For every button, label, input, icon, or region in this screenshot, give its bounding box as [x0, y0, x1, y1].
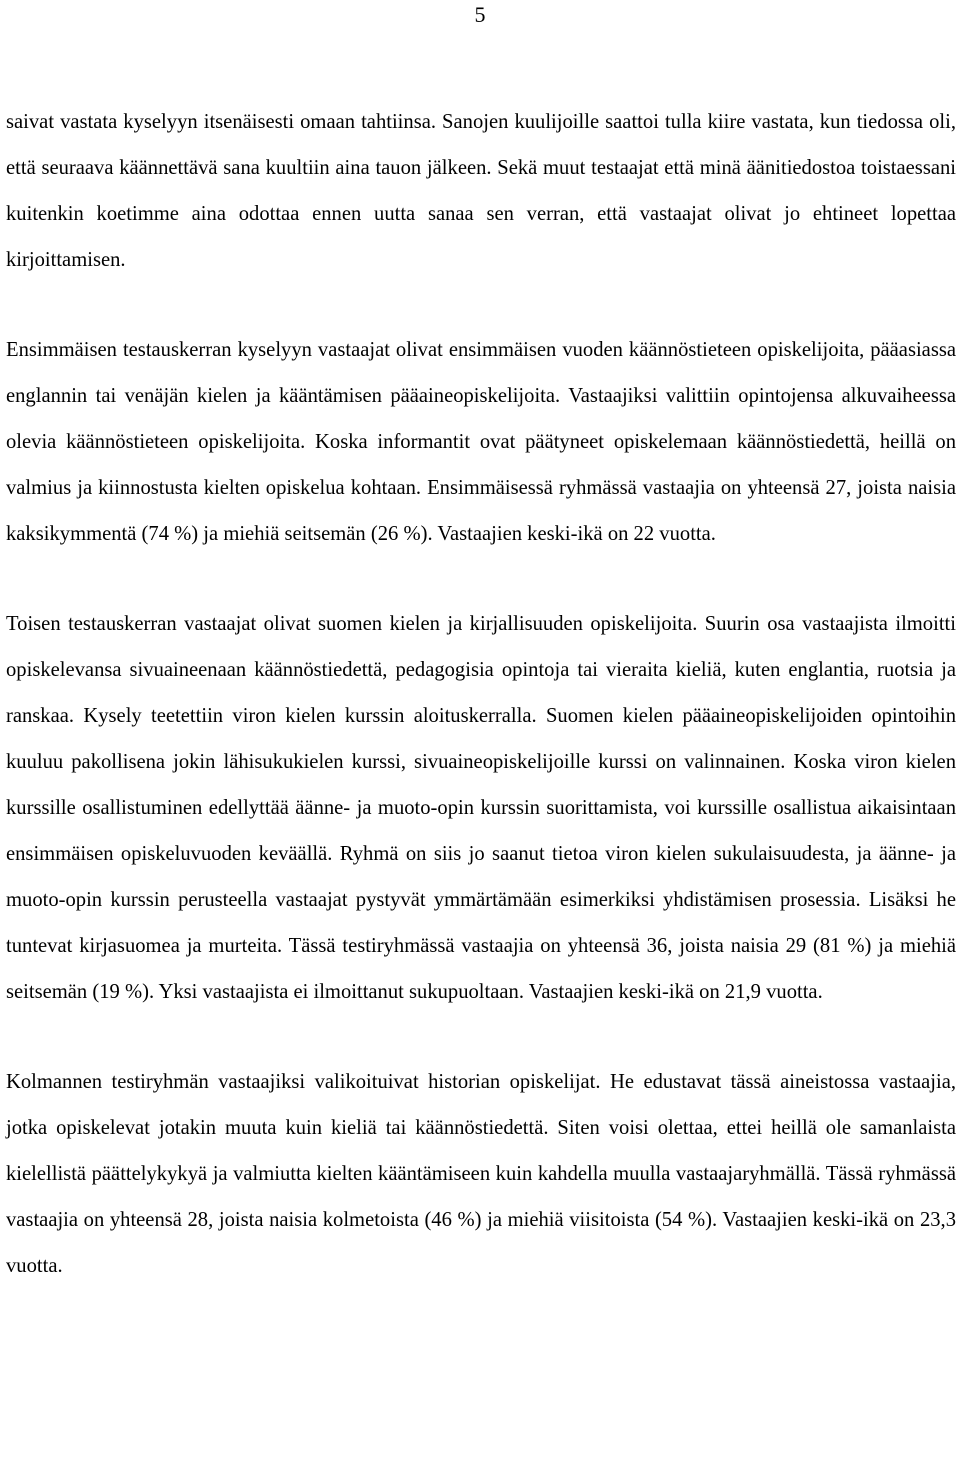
paragraph-2: Ensimmäisen testauskerran kyselyyn vastaajat olivat ensimmäisen vuoden käännöstieteen opiskelijoita, pääasiassa englannin tai venäjän kielen ja kääntämisen pääaineopiskelijoita. Vastaajiksi valittiin opintojensa alkuvaiheessa olevia käännöstieteen opiskelijoita. Koska informantit ovat päätyneet opiskelemaan käännöstiedettä, heillä on valmius ja kiinnostusta kielten opiskelua kohtaan. Ensimmäisessä ryhmässä vastaajia on yhteensä 27, joista naisia kaksikymmentä (74 %) ja miehiä seitsemän (26 %). Vastaajien keski-ikä on 22 vuotta. [6, 339, 956, 545]
paragraph-4: Kolmannen testiryhmän vastaajiksi valikoituivat historian opiskelijat. He edustavat tässä aineistossa vastaajia, jotka opiskelevat jotakin muuta kuin kieliä tai käännöstiedettä. Siten voisi olettaa, ettei heillä ole samanlaista kielellistä päättelykykyä ja valmiutta kielten kääntämiseen kuin kahdella muulla vastaajaryhmällä. Tässä ryhmässä vastaajia on yhteensä 28, joista naisia kolmetoista (46 %) ja miehiä viisitoista (54 %). Vastaajien keski-ikä on 23,3 vuotta. [6, 1071, 956, 1277]
page-number: 5 [474, 2, 486, 27]
paragraph-gap [6, 283, 956, 327]
paragraph-gap [6, 1015, 956, 1059]
document-body [6, 99, 956, 1289]
paragraph-gap [6, 557, 956, 601]
paragraph-3: Toisen testauskerran vastaajat olivat suomen kielen ja kirjallisuuden opiskelijoita. Suurin osa vastaajista ilmoitti opiskelevansa sivuaineenaan käännöstiedettä, pedagogisia opintoja tai vieraita kieliä, kuten englantia, ruotsia ja ranskaa. Kysely teetettiin viron kielen kurssin aloituskerralla. Suomen kielen pääaineopiskelijoiden opintoihin kuuluu pakollisena jokin lähisukukielen kurssi, sivuaineopiskelijoille kurssi on valinnainen. Koska viron kielen kurssille osallistuminen edellyttää äänne- ja muoto-opin kurssin suorittamista, voi kurssille osallistua aikaisintaan ensimmäisen opiskeluvuoden keväällä. Ryhmä on siis jo saanut tietoa viron kielen sukulaisuudesta, ja äänne- ja muoto-opin kurssin perusteella vastaajat pystyvät ymmärtämään esimerkiksi yhdistämisen prosessia. Lisäksi he tuntevat kirjasuomea ja murteita. Tässä testiryhmässä vastaajia on yhteensä 36, joista naisia 29 (81 %) ja miehiä seitsemän (19 %). Yksi vastaajista ei ilmoittanut sukupuoltaan. Vastaajien keski-ikä on 21,9 vuotta. [6, 613, 956, 1003]
paragraph-1: saivat vastata kyselyyn itsenäisesti omaan tahtiinsa. Sanojen kuulijoille saattoi tulla kiire vastata, kun tiedossa oli, että seuraava käännettävä sana kuultiin aina tauon jälkeen. Sekä muut testaajat että minä äänitiedostoa toistaessani kuitenkin koetimme aina odottaa ennen uutta sanaa sen verran, että vastaajat olivat jo ehtineet lopettaa kirjoittamisen. [6, 111, 956, 271]
